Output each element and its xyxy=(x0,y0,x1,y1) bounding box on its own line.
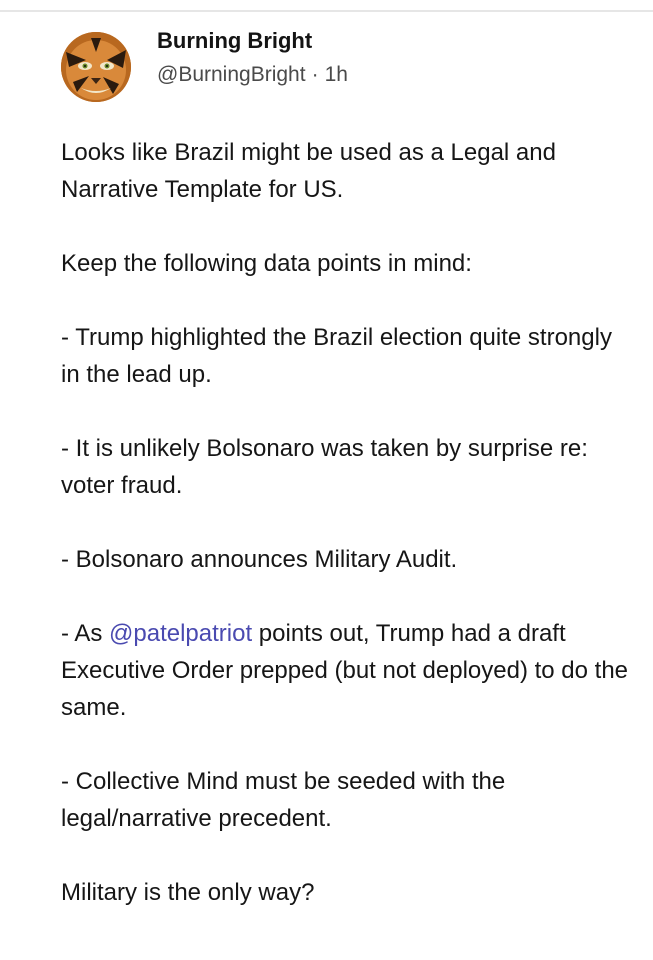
post-paragraph: - Trump highlighted the Brazil election quite strongly in the lead up. xyxy=(61,324,612,388)
post-paragraph: - Bolsonaro announces Military Audit. xyxy=(61,546,458,573)
post-paragraph: Keep the following data points in mind: xyxy=(61,250,472,277)
mention-link[interactable]: @patelpatriot xyxy=(109,620,253,647)
mention-prefix: - As xyxy=(61,620,110,647)
post-paragraph-with-mention xyxy=(61,615,631,726)
post-body xyxy=(61,134,631,948)
meta-separator: · xyxy=(311,63,319,86)
author-meta xyxy=(157,60,348,90)
post-timestamp[interactable]: 1h xyxy=(324,63,348,86)
post-header xyxy=(157,26,348,90)
author-display-name[interactable]: Burning Bright xyxy=(157,28,313,53)
mention-suffix: points out, Trump had a draft Executive Order prepped (but not deployed) to do the same. xyxy=(61,620,629,721)
post-paragraph: - Collective Mind must be seeded with the legal/narrative precedent. xyxy=(61,768,506,832)
post-paragraph: Military is the only way? xyxy=(61,879,315,906)
avatar[interactable] xyxy=(61,32,131,102)
tiger-avatar-icon xyxy=(61,32,131,102)
post-paragraph: Looks like Brazil might be used as a Legal and Narrative Template for US. xyxy=(61,139,556,203)
post-paragraph: - It is unlikely Bolsonaro was taken by surprise re: voter fraud. xyxy=(61,435,588,499)
author-handle[interactable]: @BurningBright xyxy=(157,63,306,86)
post-card xyxy=(0,12,653,960)
